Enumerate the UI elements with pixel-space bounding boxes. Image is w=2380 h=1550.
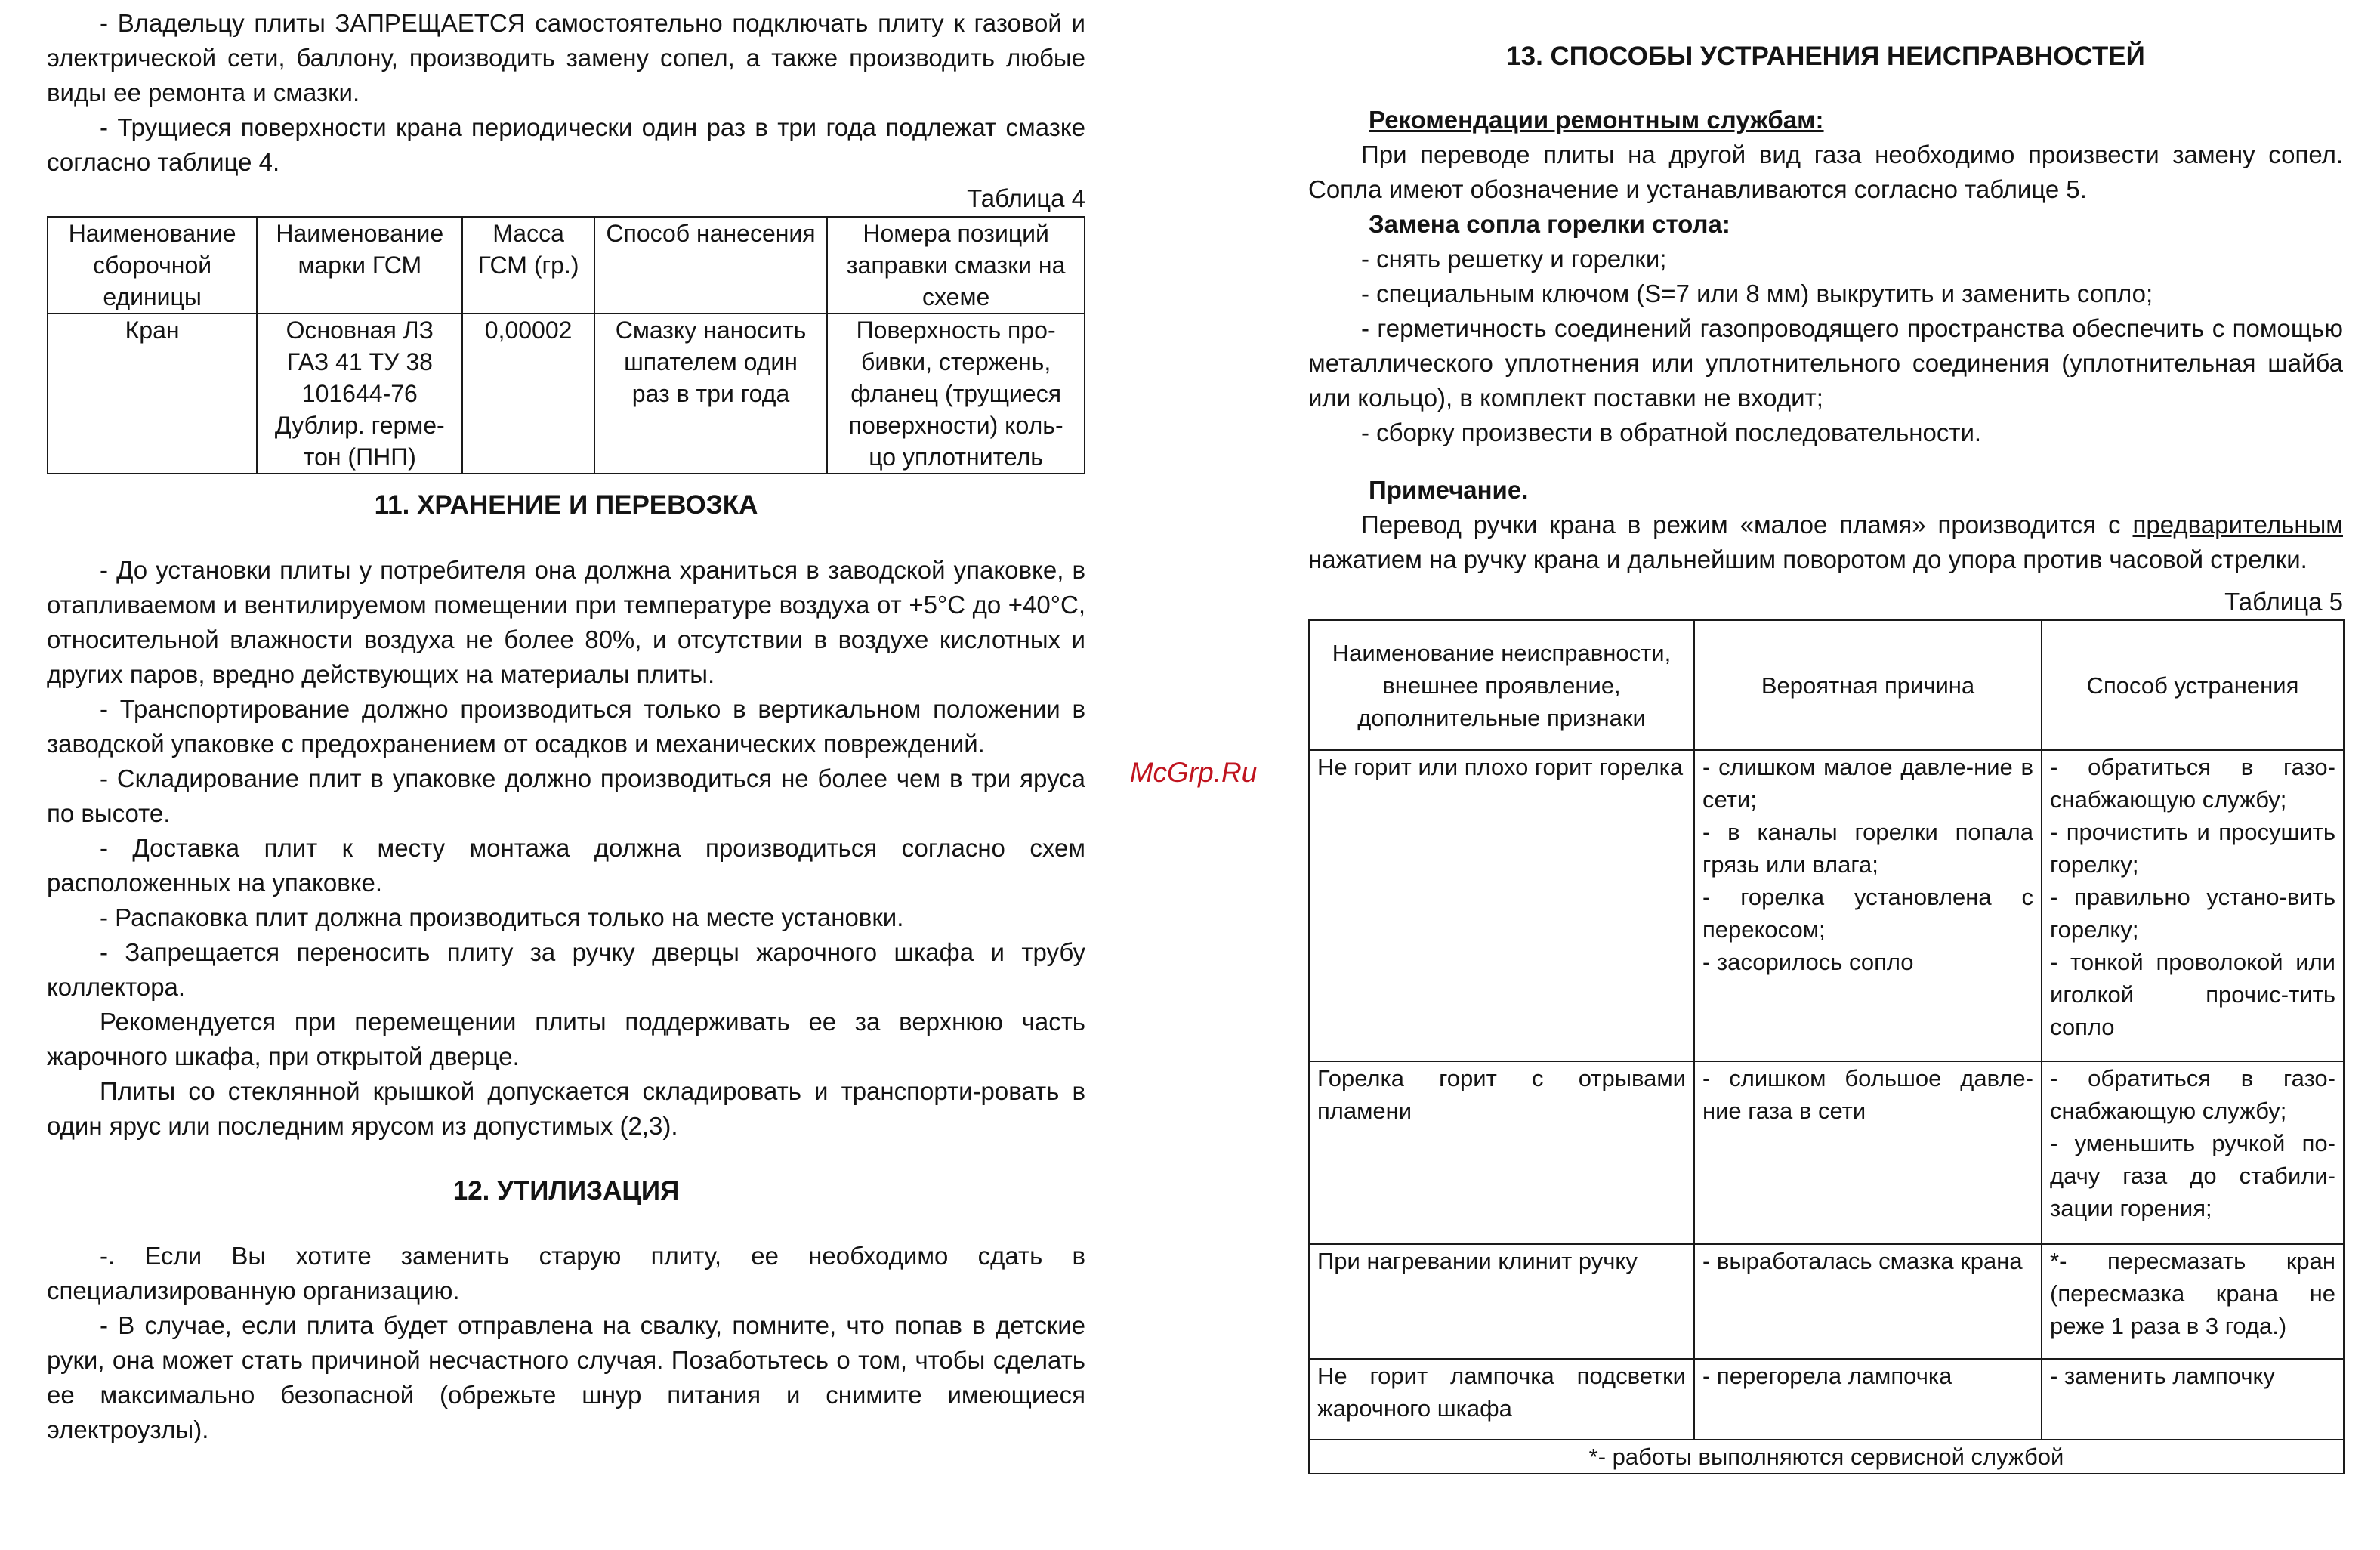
section-11-paragraph: - Складирование плит в упаковке должно производиться не более чем в три яруса по высоте.: [47, 764, 1085, 827]
recommendations-paragraph: При переводе плиты на другой вид газа необходимо произвести замену сопел. Сопла имеют обозначение и устанавливаются согласно таблице 5.: [1308, 140, 2343, 203]
note-text-start: Перевод ручки крана в режим «малое пламя» производится с: [1361, 511, 2121, 539]
fix-item: - уменьшить ручкой по-дачу газа до стабили-зации горения;: [2050, 1130, 2335, 1221]
fix-item: - обратиться в газо-снабжающую службу;: [2050, 754, 2335, 813]
table4-header-cell: Номера позиций заправки смазки на схеме: [827, 217, 1085, 313]
section-11-paragraph: - Доставка плит к месту монтажа должна производиться согласно схем расположенных на упаковке.: [47, 834, 1085, 897]
nozzle-step: - снять решетку и горелки;: [1361, 245, 1667, 273]
table4-cell: Основная ЛЗ ГАЗ 41 ТУ 38 101644-76 Дублир. гермe-тон (ПНП): [257, 313, 462, 474]
table5-caption: Таблица 5: [2224, 588, 2343, 616]
cause-item: - горелка установлена с перекосом;: [1702, 884, 2033, 943]
cause-item: - выработалась смазка крана: [1702, 1248, 2023, 1274]
table-5: [1308, 619, 2345, 1474]
fix-cell: [2042, 1244, 2344, 1359]
nozzle-step: - сборку произвести в обратной последовательности.: [1361, 418, 1982, 446]
fix-item: - тонкой проволокой или иголкой прочис-тить сопло: [2050, 949, 2335, 1040]
problem-cell: При нагревании клинит ручку: [1309, 1244, 1694, 1359]
section-12-paragraph: -. Если Вы хотите заменить старую плиту, ее необходимо сдать в специализированную организацию.: [47, 1242, 1085, 1305]
table-row: [1309, 1359, 2344, 1440]
fix-cell: [2042, 1061, 2344, 1244]
note-title: Примечание.: [1369, 476, 1529, 504]
watermark: McGrp.Ru: [1129, 757, 1258, 788]
table-4: [47, 216, 1085, 474]
table5-header-cell: Наименование неисправности, внешнее проявление, дополнительные признаки: [1309, 620, 1694, 750]
cause-cell: [1694, 1359, 2042, 1440]
problem-cell: Горелка горит с отрывами пламени: [1309, 1061, 1694, 1244]
table-row: [1309, 1061, 2344, 1244]
section-12-title: 12. УТИЛИЗАЦИЯ: [452, 1176, 680, 1206]
section-11-paragraph: - Запрещается переносить плиту за ручку дверцы жарочного шкафа и трубу коллектора.: [47, 938, 1085, 1001]
table4-caption: Таблица 4: [967, 184, 1085, 212]
fix-cell: [2042, 750, 2344, 1061]
note-text-end: нажатием на ручку крана и дальнейшим поворотом до упора против часовой стрелки.: [1308, 545, 2307, 573]
table4-cell: Кран: [48, 313, 257, 474]
section-11-paragraph: - Транспортирование должно производиться только в вертикальном положении в заводской упаковке с предохранением от осадков и механических повреждений.: [47, 695, 1085, 758]
section-11-paragraph: - Распаковка плит должна производиться только на месте установки.: [100, 903, 904, 931]
table-row: [1309, 750, 2344, 1061]
table5-header-cell: Вероятная причина: [1694, 620, 2042, 750]
section-11-paragraph: Плиты со стеклянной крышкой допускается складировать и транспорти-ровать в один ярус или последним ярусом из допустимых (2,3).: [47, 1077, 1085, 1140]
cause-cell: [1694, 1244, 2042, 1359]
cause-item: - перегорела лампочка: [1702, 1363, 1952, 1389]
table5-header-row: [1309, 620, 2344, 750]
nozzle-replacement-title: Замена сопла горелки стола:: [1369, 210, 1730, 238]
table4-header-cell: Наименование сборочной единицы: [48, 217, 257, 313]
table4-header-cell: Наименование марки ГСМ: [257, 217, 462, 313]
table4-cell: 0,00002: [462, 313, 594, 474]
note-paragraph: [1308, 508, 2343, 577]
cause-cell: [1694, 750, 2042, 1061]
section-11-paragraph: - До установки плиты у потребителя она должна храниться в заводской упаковке, в отапливаемом и вентилируемом помещении при температуре воздуха от +5°С до +40°С, относительной влажности воздуха не более 80%, и отсутствии в воздухе кислотных и других паров, вредно действующих на материалы плиты.: [47, 556, 1085, 688]
section-11-paragraph: Рекомендуется при перемещении плиты поддерживать ее за верхнюю часть жарочного шкафа, при открытой дверце.: [47, 1008, 1085, 1070]
recommendations-title: Рекомендации ремонтным службам:: [1369, 106, 1824, 134]
problem-cell: Не горит или плохо горит горелка: [1309, 750, 1694, 1061]
table5-footnote-row: [1309, 1440, 2344, 1474]
left-page: [47, 0, 1085, 1447]
right-page: [1308, 0, 2343, 1474]
table5-footnote: *- работы выполняются сервисной службой: [1309, 1440, 2344, 1474]
fix-cell: [2042, 1359, 2344, 1440]
nozzle-step: - специальным ключом (S=7 или 8 мм) выкрутить и заменить сопло;: [1361, 279, 2153, 307]
table4-cell: Смазку наносить шпателем один раз в три года: [594, 313, 827, 474]
cause-cell: [1694, 1061, 2042, 1244]
table5-header-cell: Способ устранения: [2042, 620, 2344, 750]
nozzle-step: - герметичность соединений газопроводящего пространства обеспечить с помощью металлического уплотнения или уплотнительного соединения (уплотнительная шайба или кольцо), в комплект поставки не входит;: [1308, 314, 2343, 412]
cause-item: - засорилось сопло: [1702, 949, 1914, 975]
section-13-title: 13. СПОСОБЫ УСТРАНЕНИЯ НЕИСПРАВНОСТЕЙ: [1506, 42, 2145, 71]
note-underlined-word: предварительным: [2132, 511, 2343, 539]
section-11-title: 11. ХРАНЕНИЕ И ПЕРЕВОЗКА: [374, 490, 758, 520]
cause-item: - слишком большое давле-ние газа в сети: [1702, 1065, 2033, 1124]
fix-item: *- пересмазать кран (пересмазка крана не реже 1 раза в 3 года.): [2050, 1248, 2335, 1339]
fix-item: - обратиться в газо-снабжающую службу;: [2050, 1065, 2335, 1124]
intro-paragraph-1: - Владельцу плиты ЗАПРЕЩАЕТСЯ самостоятельно подключать плиту к газовой и электрической сети, баллону, производить замену сопел, а также производить любые виды ее ремонта и смазки.: [47, 9, 1085, 107]
problem-cell: Не горит лампочка подсветки жарочного шкафа: [1309, 1359, 1694, 1440]
cause-item: - в каналы горелки попала грязь или влага;: [1702, 819, 2033, 878]
table-row: [1309, 1244, 2344, 1359]
fix-item: - заменить лампочку: [2050, 1363, 2275, 1389]
table4-header-cell: Масса ГСМ (гр.): [462, 217, 594, 313]
intro-paragraph-2: - Трущиеся поверхности крана периодически один раз в три года подлежат смазке согласно таблице 4.: [47, 113, 1085, 176]
fix-item: - прочистить и просушить горелку;: [2050, 819, 2335, 878]
section-12-paragraph: - В случае, если плита будет отправлена на свалку, помните, что попав в детские руки, она может стать причиной несчастного случая. Позаботьтесь о том, чтобы сделать ее максимально безопасной (обрежьте шнур питания и снимите имеющиеся электроузлы).: [47, 1311, 1085, 1443]
table4-header-row: [48, 217, 1085, 313]
table4-cell: Поверхность про-бивки, стержень, фланец (трущиеся поверхности) коль-цо уплотнитель: [827, 313, 1085, 474]
table4-header-cell: Способ нанесения: [594, 217, 827, 313]
fix-item: - правильно устано-вить горелку;: [2050, 884, 2335, 943]
table-row: [48, 313, 1085, 474]
cause-item: - слишком малое давле-ние в сети;: [1702, 754, 2033, 813]
